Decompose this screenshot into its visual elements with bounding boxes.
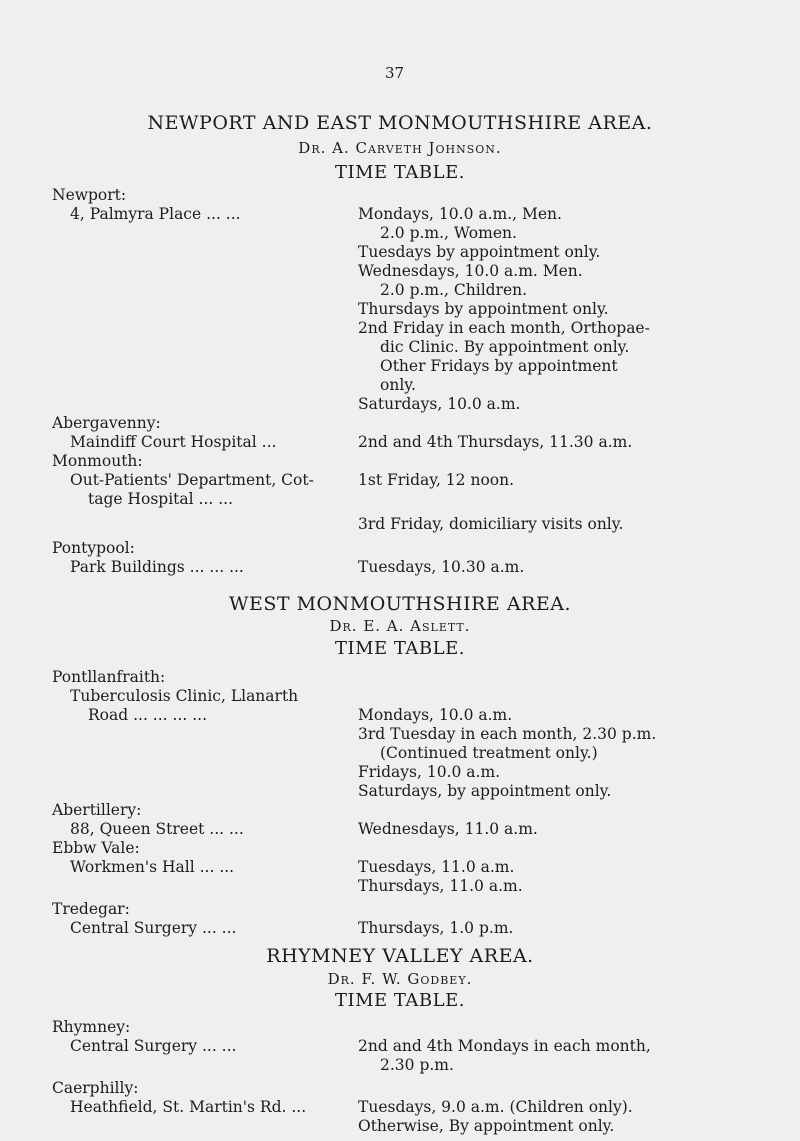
- clinic-address: Heathfield, St. Martin's Rd. ...: [70, 1098, 307, 1116]
- doctor-name: Dr. F. W. Godbey.: [327, 970, 473, 988]
- clinic-address: Out-Patients' Department, Cot-: [70, 471, 314, 489]
- timetable-heading: TIME TABLE.: [335, 638, 465, 659]
- clinic-address: Park Buildings ... ... ...: [70, 558, 244, 576]
- timetable-heading: TIME TABLE.: [335, 162, 465, 183]
- schedule-line: Thursdays by appointment only.: [358, 300, 609, 318]
- schedule-line: Saturdays, 10.0 a.m.: [358, 395, 521, 413]
- schedule-line: Wednesdays, 11.0 a.m.: [358, 820, 538, 838]
- schedule-line: Thursdays, 11.0 a.m.: [358, 877, 523, 895]
- location-heading: Newport:: [52, 186, 127, 204]
- schedule-line: (Continued treatment only.): [380, 744, 598, 762]
- schedule-line: 3rd Tuesday in each month, 2.30 p.m.: [358, 725, 657, 743]
- doctor-name: Dr. E. A. Aslett.: [329, 617, 471, 635]
- location-heading: Caerphilly:: [52, 1079, 139, 1097]
- schedule-line: Wednesdays, 10.0 a.m. Men.: [358, 262, 583, 280]
- location-heading: Abertillery:: [52, 801, 142, 819]
- schedule-line: 2nd and 4th Mondays in each month,: [358, 1037, 651, 1055]
- clinic-address: Tuberculosis Clinic, Llanarth: [70, 687, 299, 705]
- schedule-line: Tuesdays, 9.0 a.m. (Children only).: [358, 1098, 633, 1116]
- schedule-line: 3rd Friday, domiciliary visits only.: [358, 515, 624, 533]
- schedule-line: Other Fridays by appointment: [380, 357, 618, 375]
- clinic-address: Workmen's Hall ... ...: [70, 858, 235, 876]
- schedule-line: Thursdays, 1.0 p.m.: [358, 919, 514, 937]
- schedule-line: Tuesdays by appointment only.: [358, 243, 601, 261]
- location-heading: Ebbw Vale:: [52, 839, 140, 857]
- schedule-line: only.: [380, 376, 416, 394]
- location-heading: Pontllanfraith:: [52, 668, 166, 686]
- schedule-line: Tuesdays, 10.30 a.m.: [358, 558, 525, 576]
- location-heading: Tredegar:: [52, 900, 130, 918]
- timetable-heading: TIME TABLE.: [335, 990, 465, 1011]
- clinic-address: Central Surgery ... ...: [70, 1037, 237, 1055]
- schedule-line: Mondays, 10.0 a.m.: [358, 706, 513, 724]
- section-title: RHYMNEY VALLEY AREA.: [266, 945, 534, 967]
- schedule-line: 2nd Friday in each month, Orthopae-: [358, 319, 650, 337]
- schedule-line: Otherwise, By appointment only.: [358, 1117, 615, 1135]
- clinic-address: 88, Queen Street ... ...: [70, 820, 244, 838]
- clinic-address: 4, Palmyra Place ... ...: [70, 205, 241, 223]
- schedule-line: Saturdays, by appointment only.: [358, 782, 612, 800]
- schedule-line: 2.30 p.m.: [380, 1056, 454, 1074]
- schedule-line: 2.0 p.m., Children.: [380, 281, 528, 299]
- doctor-name: Dr. A. Carveth Johnson.: [298, 139, 502, 157]
- schedule-line: 1st Friday, 12 noon.: [358, 471, 515, 489]
- schedule-line: Fridays, 10.0 a.m.: [358, 763, 501, 781]
- section-title: NEWPORT AND EAST MONMOUTHSHIRE AREA.: [147, 112, 653, 134]
- schedule-line: Tuesdays, 11.0 a.m.: [358, 858, 515, 876]
- clinic-address: Maindiff Court Hospital ...: [70, 433, 277, 451]
- schedule-line: dic Clinic. By appointment only.: [380, 338, 630, 356]
- clinic-address: Central Surgery ... ...: [70, 919, 237, 937]
- location-heading: Abergavenny:: [52, 414, 161, 432]
- location-heading: Monmouth:: [52, 452, 143, 470]
- clinic-address: Road ... ... ... ...: [88, 706, 207, 724]
- clinic-address: tage Hospital ... ...: [88, 490, 234, 508]
- schedule-line: 2nd and 4th Thursdays, 11.30 a.m.: [358, 433, 633, 451]
- section-title: WEST MONMOUTHSHIRE AREA.: [228, 593, 572, 615]
- location-heading: Rhymney:: [52, 1018, 131, 1036]
- page-number: 37: [385, 64, 405, 82]
- schedule-line: 2.0 p.m., Women.: [380, 224, 517, 242]
- schedule-line: Mondays, 10.0 a.m., Men.: [358, 205, 562, 223]
- location-heading: Pontypool:: [52, 539, 135, 557]
